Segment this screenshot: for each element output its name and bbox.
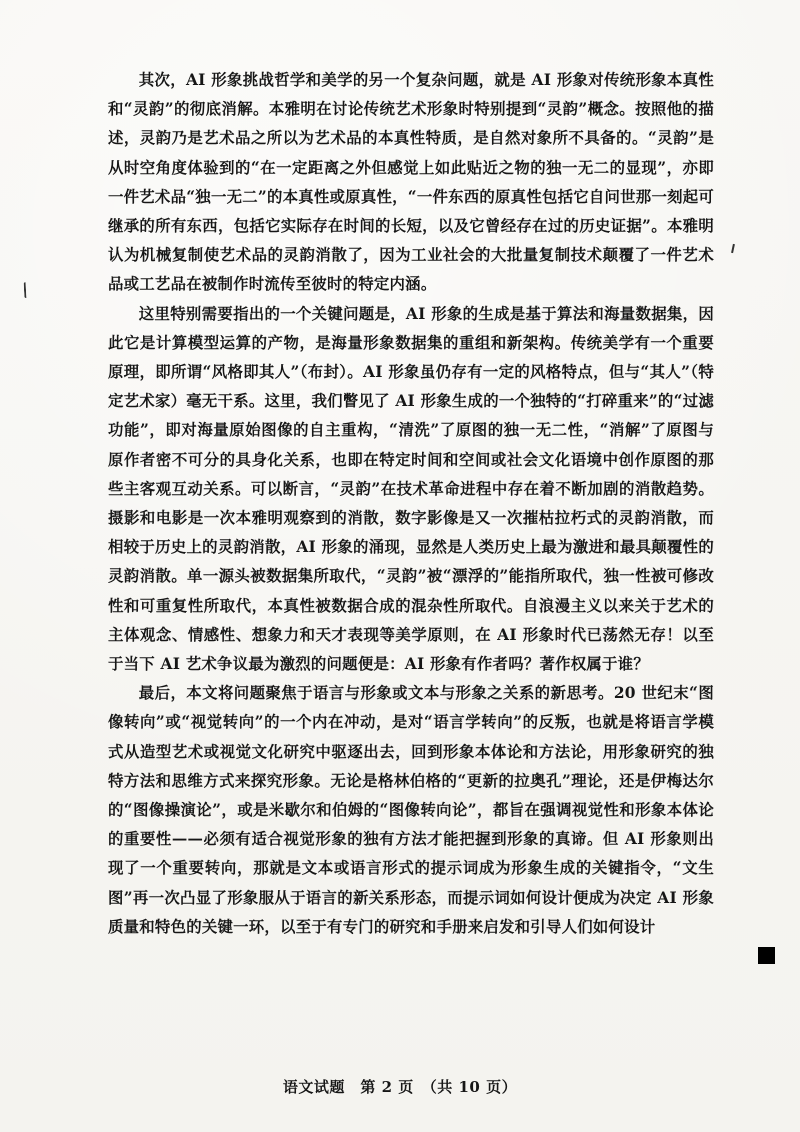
margin-mark-right [731,244,735,253]
paragraph-aura: 其次，AI 形象挑战哲学和美学的另一个复杂问题，就是 AI 形象对传统形象本真性和“灵韵”的彻底消解。本雅明在讨论传统艺术形象时特别提到“灵韵”概念。按照他的描述，灵韵乃是艺术品之所以为艺术品的本真性特质，是自然对象所不具备的。“灵韵”是从时空角度体验到的“在一定距离之外但感觉上如此贴近之物的独一无二的显现”，亦即一件艺术品“独一无二”的本真性或原真性，“一件东西的原真性包括它自问世那一刻起可继承的所有东西，包括它实际存在时间的长短，以及它曾经存在过的历史证据”。本雅明认为机械复制使艺术品的灵韵消散了，因为工业社会的大批量复制技术颠覆了一件艺术品或工艺品在被制作时流传至彼时的特定内涵。 [108,71,715,294]
paragraph-key-issue: 这里特别需要指出的一个关键问题是，AI 形象的生成是基于算法和海量数据集，因此它是计算模型运算的产物，是海量形象数据集的重组和新架构。传统美学有一个重要原理，即所谓“风格即其人”（布封）。AI 形象虽仍存有一定的风格特点，但与“其人”（特定艺术家）毫无干系。这里，我们瞥见了 AI 形象生成的一个独特的“打碎重来”的“过滤功能”，即对海量原始图像的自主重构，“清洗”了原图的独一无二性，“消解”了原图与原作者密不可分的具身化关系，也即在特定时间和空间或社会文化语境中创作原图的那些主客观互动关系。可以断言，“灵韵”在技术革命进程中存在着不断加剧的消散趋势。摄影和电影是一次本雅明观察到的消散，数字影像是又一次摧枯拉朽式的灵韵消散，而相较于历史上的灵韵消散，AI 形象的涌现，显然是人类历史上最为激进和最具颠覆性的灵韵消散。单一源头被数据集所取代，“灵韵”被“漂浮的”能指所取代，独一性被可修改性和可重复性所取代，本真性被数据合成的混杂性所取代。自浪漫主义以来关于艺术的主体观念、情感性、想象力和天才表现等美学原则，在 AI 形象时代已荡然无存！以至于当下 AI 艺术争议最为激烈的问题便是：AI 形象有作者吗？著作权属于谁？ [108,304,714,674]
article-body [108,66,714,942]
paragraph-language-image: 最后，本文将问题聚焦于语言与形象或文本与形象之关系的新思考。20 世纪末“图像转向”或“视觉转向”的一个内在冲动，是对“语言学转向”的反叛，也就是将语言学模式从造型艺术或视觉文化研究中驱逐出去，回到形象本体论和方法论，用形象研究的独特方法和思维方式来探究形象。无论是格林伯格的“更新的拉奥孔”理论，还是伊梅达尔的“图像操演论”，或是米歇尔和伯姆的“图像转向论”，都旨在强调视觉性和形象本体论的重要性——必须有适合视觉形象的独有方法才能把握到形象的真谛。但 AI 形象则出现了一个重要转向，那就是文本或语言形式的提示词成为形象生成的关键指令，“文生图”再一次凸显了形象服从于语言的新关系形态，而提示词如何设计便成为决定 AI 形象质量和特色的关键一环，以至于有专门的研究和手册来启发和引导人们如何设计 [108,684,714,936]
page-footer: 语文试题 第 2 页 （共 10 页） [282,1078,518,1096]
margin-mark-left [24,282,32,298]
scan-marker-square [758,947,775,964]
